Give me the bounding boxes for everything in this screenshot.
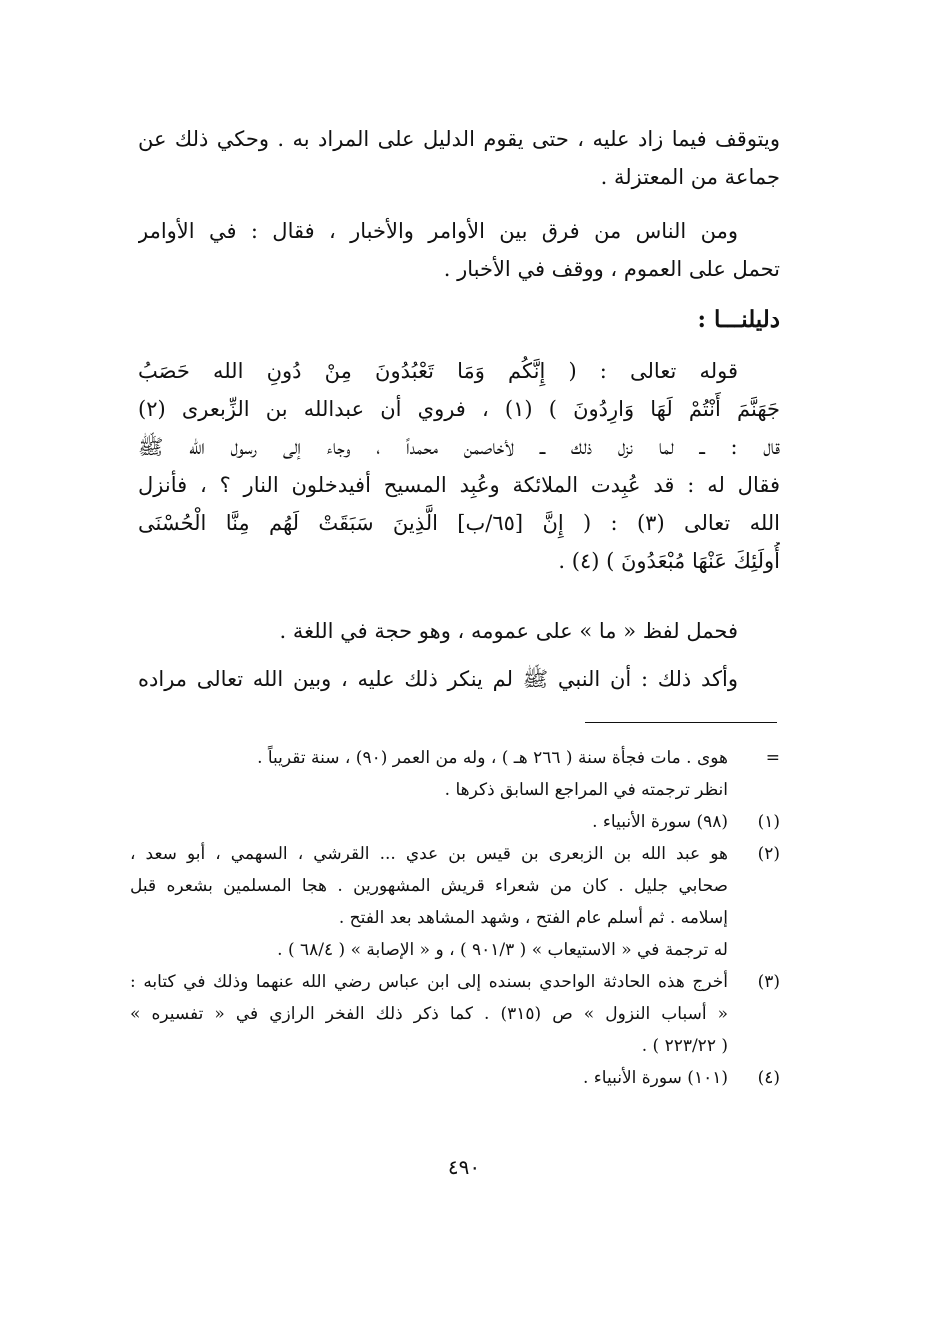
footnote-line: انظر ترجمته في المراجع السابق ذكرها . bbox=[444, 780, 728, 800]
footnote-marker: (٢) bbox=[757, 844, 780, 864]
text-line: فحمل لفظ « ما » على عمومه ، وهو حجة في اللغة . bbox=[279, 619, 738, 643]
footnote-separator bbox=[585, 722, 777, 723]
page-number: ٤٩٠ bbox=[447, 1155, 481, 1179]
footnote-line: أخرج هذه الحادثة الواحدي بسنده إلى ابن عباس رضي الله عنهما وذلك في كتابه : bbox=[130, 972, 728, 992]
footnote-line: (٩٨) سورة الأنبياء . bbox=[592, 812, 728, 832]
footnotes bbox=[130, 742, 780, 1094]
footnote-marker: (٣) bbox=[757, 972, 780, 992]
text-line: ويتوقف فيما زاد عليه ، حتى يقوم الدليل على المراد به . وحكي ذلك عن bbox=[138, 127, 780, 151]
footnote-4 bbox=[130, 1062, 780, 1094]
footnote-line: هو عبد الله بن الزبعرى بن قيس بن عدي ... القرشي ، السهمي ، أبو سعد ، bbox=[130, 844, 728, 864]
text-line: جَهَنَّمَ أَنْتُمْ لَهَا وَارِدُونَ ) (١) ، فروي أن عبدالله بن الزِّبعرى (٢) bbox=[138, 397, 780, 421]
text-line: فقال له : قد عُبِدت الملائكة وعُبِد المسيح أفيدخلون النار ؟ ، فأنزل bbox=[138, 473, 780, 497]
footnote-line: صحابي جليل . كان من شعراء قريش المشهورين . هجا المسلمين بشعره قبل bbox=[130, 876, 728, 896]
paragraph-1 bbox=[138, 120, 780, 196]
text-line: قوله تعالى : ( إِنَّكُم وَمَا تَعْبُدُونَ مِنْ دُونِ الله حَصَبُ bbox=[138, 359, 738, 383]
text-line: ومن الناس من فرق بين الأوامر والأخبار ، فقال : في الأوامر bbox=[138, 219, 738, 243]
text-line: جماعة من المعتزلة . bbox=[600, 165, 780, 189]
footnote-continuation bbox=[130, 742, 780, 806]
section-heading: دليلنـــا : bbox=[697, 306, 780, 333]
footnote-marker: (٤) bbox=[757, 1068, 780, 1088]
footnote-line: إسلامه . ثم أسلم عام الفتح ، وشهد المشاهد بعد الفتح . bbox=[338, 908, 728, 928]
footnote-marker: = bbox=[765, 748, 780, 768]
text-line: تحمل على العموم ، ووقف في الأخبار . bbox=[443, 257, 780, 281]
text-line: الله تعالى (٣) : ( إِنَّ [٦٥/ب] الَّذِينَ سَبَقَتْ لَهُم مِنَّا الْحُسْنَى bbox=[138, 511, 780, 535]
final-paragraph bbox=[138, 660, 780, 698]
footnote-line: هوى . مات فجأة سنة ( ٢٦٦ هـ ) ، وله من العمر (٩٠) ، سنة تقريباً . bbox=[257, 748, 728, 768]
footnote-line: ( ٢٢٣/٢٢ ) . bbox=[641, 1036, 728, 1056]
paragraph-2 bbox=[138, 212, 780, 288]
footnote-marker: (١) bbox=[757, 812, 780, 832]
footnote-line: له ترجمة في « الاستيعاب » ( ٩٠١/٣ ) ، و « الإصابة » ( ٦٨/٤ ) . bbox=[277, 940, 728, 960]
footnote-2 bbox=[130, 838, 780, 966]
text-line: قال : ــ لما نزل ذلك ــ لأخاصمن محمداً ، وجاء إلى رسول الله ﷺ bbox=[138, 435, 780, 459]
evidence-paragraph bbox=[138, 352, 780, 580]
conclusion-paragraph bbox=[138, 612, 780, 650]
text-line: أُولَئِكَ عَنْهَا مُبْعَدُونَ ) (٤) . bbox=[558, 549, 780, 573]
footnote-line: (١٠١) سورة الأنبياء . bbox=[582, 1068, 728, 1088]
text-line: وأكد ذلك : أن النبي ﷺ لم ينكر ذلك عليه ، وبين الله تعالى مراده bbox=[138, 667, 738, 691]
footnote-3 bbox=[130, 966, 780, 1062]
footnote-line: « أسباب النزول » ص (٣١٥) . كما ذكر ذلك الفخر الرازي في « تفسيره » bbox=[130, 1004, 728, 1024]
footnote-1 bbox=[130, 806, 780, 838]
